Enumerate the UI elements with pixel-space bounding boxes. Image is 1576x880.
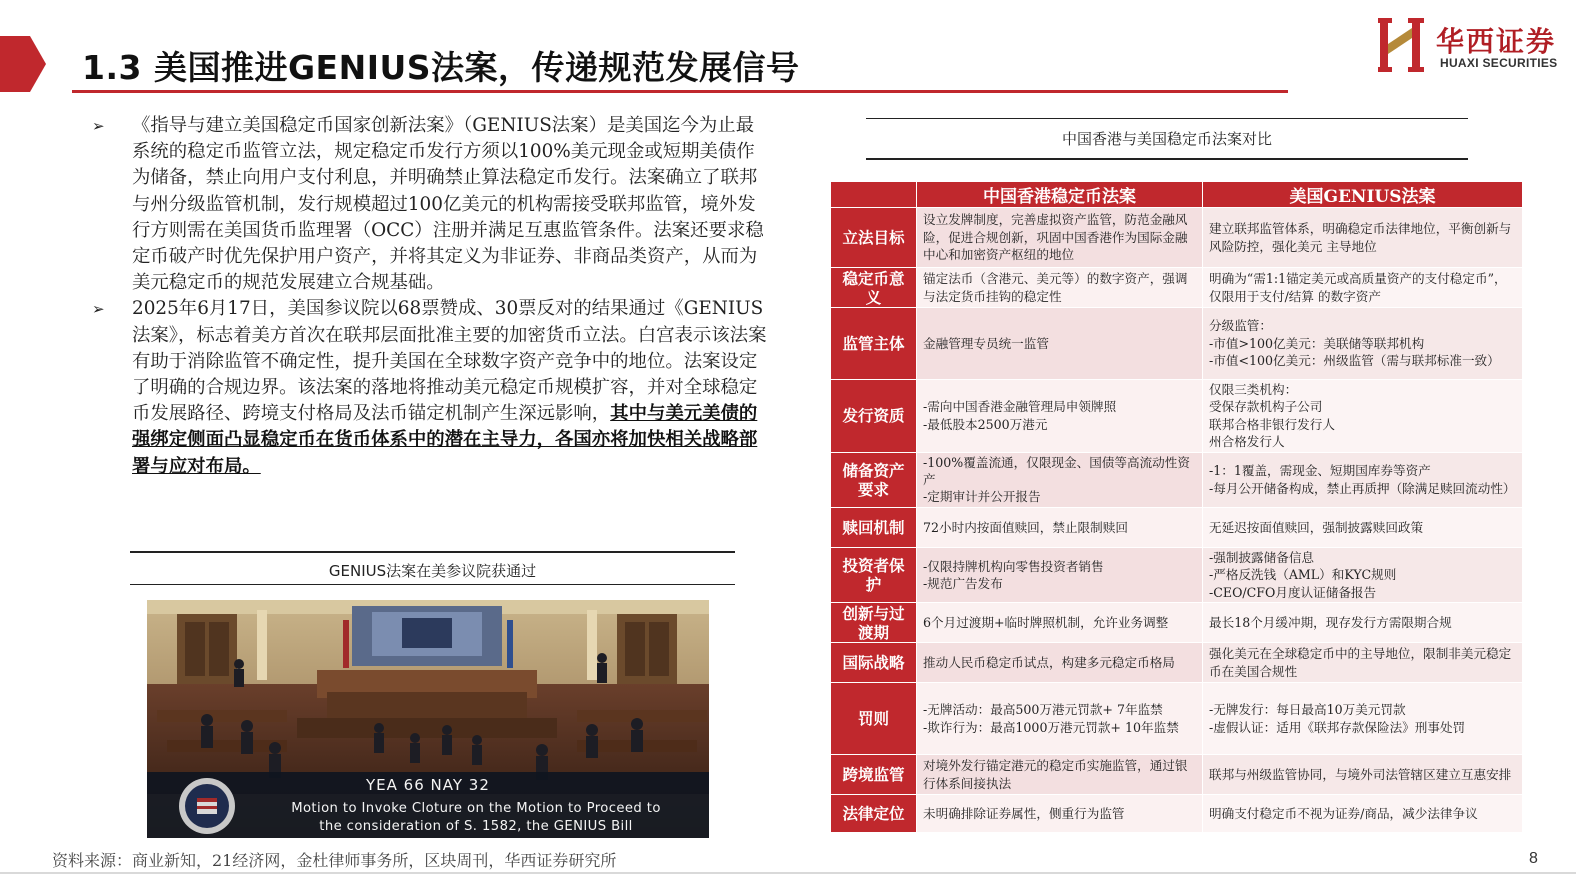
hk-cell xyxy=(917,755,1203,795)
table-caption-bottom-rule xyxy=(866,158,1468,160)
hk-cell xyxy=(917,308,1203,380)
cell-line: -规范广告发布 xyxy=(923,575,1003,591)
bullet-arrow-icon: ➢ xyxy=(92,300,105,319)
header-cell-hk: 中国香港稳定币法案 xyxy=(917,182,1203,208)
cell-line: -市值<100亿美元：州级监管（需与联邦标准一致） xyxy=(1209,353,1500,369)
table-row xyxy=(831,507,1523,547)
hk-cell xyxy=(917,380,1203,453)
us-cell xyxy=(1203,380,1523,453)
row-label: 发行资质 xyxy=(831,380,917,453)
title-chevron-icon xyxy=(0,36,46,92)
cell-line: 无延迟按面值赎回，强制披露赎回政策 xyxy=(1209,519,1424,535)
bullet-highlight-text: 其中与美元美债的强绑定侧面凸显稳定币在货币体系中的潜在主导力，各国亦将加快相关战略部署与应对布局。 xyxy=(132,403,758,477)
vote-tally: YEA 66 NAY 32 xyxy=(366,776,490,794)
cell-line: 对境外发行锚定港元的稳定币实施监管，通过银行体系间接执法 xyxy=(923,758,1188,791)
logo-chinese-name: 华西证券 xyxy=(1436,25,1557,58)
cell-line: -市值>100亿美元：美联储等联邦机构 xyxy=(1209,335,1425,351)
motion-caption xyxy=(256,800,696,836)
cell-line: 锚定法币（含港元、美元等）的数字资产，强调与法定货币挂钩的稳定性 xyxy=(923,271,1188,304)
cell-line: -无牌发行：每日最高10万美元罚款 xyxy=(1209,702,1406,718)
row-label: 投资者保护 xyxy=(831,547,917,602)
us-cell xyxy=(1203,683,1523,755)
table-row xyxy=(831,643,1523,683)
cell-line: 未明确排除证券属性，侧重行为监管 xyxy=(923,805,1125,821)
cell-line: -严格反洗钱（AML）和KYC规则 xyxy=(1209,567,1397,583)
table-header-row xyxy=(831,182,1523,208)
logo-english-name: HUAXI SECURITIES xyxy=(1440,56,1558,70)
title-divider xyxy=(72,90,1288,93)
header-cell-us: 美国GENIUS法案 xyxy=(1203,182,1523,208)
hk-cell xyxy=(917,643,1203,683)
bullet-genius-overview xyxy=(92,113,768,296)
table-row xyxy=(831,208,1523,268)
page-number: 8 xyxy=(1529,850,1538,867)
cell-line: 明确为“需1:1锚定美元或高质量资产的支付稳定币”，仅限用于支付/结算 的数字资产 xyxy=(1209,271,1507,304)
cell-line: -1：1覆盖，需现金、短期国库券等资产 xyxy=(1209,463,1431,479)
cell-line: -需向中国香港金融管理局申领牌照 xyxy=(923,399,1117,415)
cell-line: -无牌活动：最高500万港元罚款+ 7年监禁 xyxy=(923,702,1163,718)
photo-caption-bottom-rule xyxy=(130,584,735,585)
bullet-arrow-icon: ➢ xyxy=(92,117,105,135)
cell-line: 仅限三类机构： xyxy=(1209,382,1298,397)
cell-line: 联邦合格非银行发行人 xyxy=(1209,416,1335,432)
hk-cell xyxy=(917,208,1203,268)
us-cell xyxy=(1203,547,1523,602)
cell-line: -虚假认证：适用《联邦存款保险法》刑事处罚 xyxy=(1209,719,1466,735)
us-cell xyxy=(1203,268,1523,308)
table-row xyxy=(831,795,1523,833)
cell-line: -100%覆盖流通，仅限现金、国债等高流动性资产 xyxy=(923,454,1190,488)
table-row xyxy=(831,547,1523,602)
hk-cell xyxy=(917,547,1203,602)
row-label: 监管主体 xyxy=(831,308,917,380)
huaxi-logo-icon xyxy=(1378,18,1424,72)
table-row xyxy=(831,683,1523,755)
cell-line: -强制披露储备信息 xyxy=(1209,549,1315,565)
table-row xyxy=(831,603,1523,643)
us-cell xyxy=(1203,208,1523,268)
cell-line: 分级监管： xyxy=(1209,318,1272,334)
row-label: 法律定位 xyxy=(831,795,917,833)
header-cell-empty xyxy=(831,182,917,208)
hk-cell xyxy=(917,268,1203,308)
page-title: 1.3 美国推进GENIUS法案，传递规范发展信号 xyxy=(82,48,800,87)
cell-line: 金融管理专员统一监管 xyxy=(923,335,1049,351)
cell-line: -欺诈行为：最高1000万港元罚款+ 10年监禁 xyxy=(923,719,1179,735)
hk-cell xyxy=(917,603,1203,643)
row-label: 罚则 xyxy=(831,683,917,755)
row-label: 跨境监管 xyxy=(831,755,917,795)
row-label: 立法目标 xyxy=(831,208,917,268)
hk-cell xyxy=(917,507,1203,547)
us-cell xyxy=(1203,643,1523,683)
hk-cell xyxy=(917,683,1203,755)
cell-line: 推动人民币稳定币试点，构建多元稳定币格局 xyxy=(923,654,1175,670)
row-label: 赎回机制 xyxy=(831,507,917,547)
bullet-text: 2025年6月17日，美国参议院以68票赞成、30票反对的结果通过《GENIUS法案》，标志着美方首次在联邦层面批准主要的加密货币立法。白宫表示该法案有助于消除监管不确定性，提升美国在全球数字资产竞争中的地位。法案设定了明确的合规边界。该法案的落地将推动美元稳定币规模扩容，并对全球稳定币发展路径、跨境支付格局及法币锚定机制产生深远影响， xyxy=(132,298,767,425)
cell-line: -定期审计并公开报告 xyxy=(923,489,1041,505)
row-label: 储备资产要求 xyxy=(831,452,917,507)
hk-cell xyxy=(917,795,1203,833)
cell-line: -每月公开储备构成，禁止再质押（除满足赎回流动性） xyxy=(1209,480,1516,496)
bullet-text: 《指导与建立美国稳定币国家创新法案》（GENIUS法案）是美国迄今为止最系统的稳定币监管立法，规定稳定币发行方须以100%美元现金或短期美债作为储备，禁止向用户支付利息，并明确禁止算法稳定币发行。法案确立了联邦与州分级监管机制，发行规模超过100亿美元的机构需接受联邦监管，境外发行方则需在美国货币监理署（OCC）注册并满足互惠监管条件。法案还要求稳定币破产时优先保护用户资产，并将其定义为非证券、非商品类资产，从而为美元稳定币的规范发展建立合规基础。 xyxy=(132,115,764,294)
us-cell xyxy=(1203,308,1523,380)
us-cell xyxy=(1203,755,1523,795)
hk-cell xyxy=(917,452,1203,507)
table-caption: 中国香港与美国稳定币法案对比 xyxy=(1061,130,1272,148)
row-label: 创新与过渡期 xyxy=(831,603,917,643)
cell-line: 设立发牌制度，完善虚拟资产监管，防范金融风险，促进合规创新，巩固中国香港作为国际金融中心和加密资产枢纽的地位 xyxy=(923,212,1188,263)
comparison-table xyxy=(830,181,1523,833)
source-note: 资料来源：商业新知，21经济网，金杜律师事务所，区块周刊，华西证券研究所 xyxy=(52,851,617,870)
us-cell xyxy=(1203,507,1523,547)
cell-line: 州合格发行人 xyxy=(1209,434,1285,450)
motion-line-2: the consideration of S. 1582, the GENIUS Bill xyxy=(319,819,633,834)
us-cell xyxy=(1203,795,1523,833)
cell-line: 强化美元在全球稳定币中的主导地位，限制非美元稳定币在美国合规性 xyxy=(1209,646,1512,679)
row-label: 稳定币意义 xyxy=(831,268,917,308)
row-label: 国际战略 xyxy=(831,643,917,683)
photo-caption: GENIUS法案在美参议院获通过 xyxy=(328,562,537,580)
cell-line: -最低股本2500万港元 xyxy=(923,416,1048,432)
cell-line: 明确支付稳定币不视为证券/商品，减少法律争议 xyxy=(1209,805,1478,821)
table-row xyxy=(831,380,1523,453)
table-row xyxy=(831,308,1523,380)
motion-line-1: Motion to Invoke Cloture on the Motion to Proceed to xyxy=(291,801,661,816)
table-row xyxy=(831,452,1523,507)
cell-line: -仅限持牌机构向零售投资者销售 xyxy=(923,558,1104,574)
cell-line: 建立联邦监管体系，明确稳定币法律地位，平衡创新与风险防控，强化美元 主导地位 xyxy=(1209,221,1512,254)
cell-line: 6个月过渡期+临时牌照机制，允许业务调整 xyxy=(923,614,1169,630)
us-cell xyxy=(1203,452,1523,507)
us-cell xyxy=(1203,603,1523,643)
table-caption-top-rule xyxy=(866,118,1468,119)
cell-line: 最长18个月缓冲期，现存发行方需限期合规 xyxy=(1209,614,1452,630)
cell-line: 受保存款机构子公司 xyxy=(1209,399,1323,415)
bullet-senate-passage xyxy=(92,296,768,479)
footer-divider xyxy=(0,872,1576,874)
cell-line: -CEO/CFO月度认证储备报告 xyxy=(1209,584,1377,600)
photo-caption-top-rule xyxy=(130,551,735,553)
cell-line: 72小时内按面值赎回，禁止限制赎回 xyxy=(923,519,1128,535)
cell-line: 联邦与州级监管协同，与境外司法管辖区建立互惠安排 xyxy=(1209,766,1512,782)
table-row xyxy=(831,755,1523,795)
table-row xyxy=(831,268,1523,308)
bullet-list xyxy=(92,113,768,480)
